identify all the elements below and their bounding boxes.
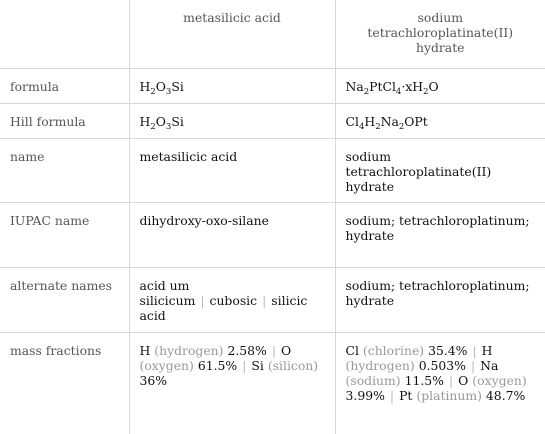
alternate-name: acid um silicicum xyxy=(139,277,196,308)
element-symbol: Pt xyxy=(399,387,413,403)
element-name-text: platinum xyxy=(421,387,478,403)
separator: | xyxy=(448,372,454,388)
alternate-name: silicic acid xyxy=(139,292,308,323)
element-percentage: 35.4% xyxy=(428,342,468,358)
separator: | xyxy=(242,357,247,373)
row-label-hill-formula: Hill formula xyxy=(0,103,129,138)
separator: | xyxy=(470,357,476,373)
alternate-names-row xyxy=(0,267,545,332)
element-name-text: hydrogen xyxy=(350,357,410,373)
separator: | xyxy=(200,292,205,308)
element-name: (silicon) xyxy=(267,357,319,373)
element-name-text: sodium xyxy=(350,372,396,388)
formula-cell-metasilicic-acid xyxy=(129,68,335,103)
element-percentage: 2.58% xyxy=(227,342,267,358)
separator: | xyxy=(271,342,277,358)
formula-symbol: H xyxy=(139,113,151,129)
element-name: (chlorine) xyxy=(362,342,425,358)
alternate-name: cubosic xyxy=(209,292,258,308)
hill-formula-cell-metasilicic-acid xyxy=(129,103,335,138)
hill-formula-row xyxy=(0,103,545,138)
column-header-sodium-tetrachloroplatinate: sodium tetrachloroplatinate(II) hydrate xyxy=(335,0,545,68)
row-label-mass-fractions: mass fractions xyxy=(0,332,129,434)
element-symbol: Si xyxy=(251,357,264,373)
element-name: (oxygen) xyxy=(139,357,194,373)
alternate-names-cell-sodium-tetrachloroplatinate xyxy=(335,267,545,332)
name-row xyxy=(0,138,545,202)
element-name: (platinum) xyxy=(416,387,482,403)
element-name-text: oxygen xyxy=(477,372,522,388)
element-symbol: O xyxy=(281,342,292,358)
formula-symbol: Si xyxy=(171,78,184,94)
formula-symbol: Na xyxy=(380,113,399,129)
formula-subscript: 3 xyxy=(165,121,172,132)
element-symbol: Cl xyxy=(345,342,359,358)
separator: | xyxy=(389,387,395,403)
mass-fractions-row xyxy=(0,332,545,434)
element-name-text: silicon xyxy=(272,357,314,373)
element-percentage: 0.503% xyxy=(418,357,466,373)
element-percentage: 61.5% xyxy=(197,357,238,373)
row-label-name: name xyxy=(0,138,129,202)
row-label-formula: formula xyxy=(0,68,129,103)
iupac-cell-metasilicic-acid: dihydroxy-oxo-silane xyxy=(129,202,335,267)
formula-cell-sodium-tetrachloroplatinate xyxy=(335,68,545,103)
formula-symbol: Si xyxy=(171,113,184,129)
formula-subscript: 4 xyxy=(358,121,365,132)
element-name-text: hydrogen xyxy=(159,342,219,358)
formula-symbol: Na xyxy=(345,78,364,94)
formula-symbol: ·xH xyxy=(401,78,424,94)
element-symbol: Na xyxy=(480,357,499,373)
formula-symbol: O xyxy=(155,113,166,129)
formula-subscript: 2 xyxy=(398,121,405,132)
formula-symbol: O xyxy=(428,78,439,94)
separator: | xyxy=(472,342,477,358)
mass-fractions-cell-metasilicic-acid xyxy=(129,332,335,434)
element-percentage: 11.5% xyxy=(404,372,444,388)
mass-fractions-cell-sodium-tetrachloroplatinate xyxy=(335,332,545,434)
separator: | xyxy=(262,292,267,308)
mass-fraction-item xyxy=(140,343,267,358)
element-name-text: oxygen xyxy=(144,357,190,373)
formula-symbol: OPt xyxy=(404,113,428,129)
alternate-names-cell-metasilicic-acid xyxy=(129,267,335,332)
formula-subscript: 4 xyxy=(395,86,402,97)
formula-symbol: H xyxy=(139,78,151,94)
formula-subscript: 2 xyxy=(150,86,156,97)
element-symbol: H xyxy=(481,342,493,358)
hill-formula-cell-sodium-tetrachloroplatinate xyxy=(335,103,545,138)
formula-symbol: O xyxy=(155,78,166,94)
formula-subscript: 2 xyxy=(150,121,156,132)
element-symbol: H xyxy=(139,342,151,358)
alternate-name: sodium; tetrachloroplatinum; hydrate xyxy=(345,277,530,308)
name-cell-sodium-tetrachloroplatinate: sodium tetrachloroplatinate(II) hydrate xyxy=(335,138,545,202)
formula-subscript: 2 xyxy=(375,121,381,132)
formula-subscript: 2 xyxy=(363,86,370,97)
formula-symbol: Cl xyxy=(345,113,359,129)
header-row xyxy=(0,0,545,68)
element-name: (sodium) xyxy=(345,372,401,388)
element-name: (hydrogen) xyxy=(345,357,415,373)
name-cell-metasilicic-acid: metasilicic acid xyxy=(129,138,335,202)
element-name: (hydrogen) xyxy=(154,342,224,358)
element-percentage: 36% xyxy=(139,372,168,388)
element-name-text: chlorine xyxy=(367,342,420,358)
row-label-iupac-name: IUPAC name xyxy=(0,202,129,267)
header-corner-cell xyxy=(0,0,129,68)
mass-fraction-item xyxy=(346,343,468,358)
row-label-alternate-names: alternate names xyxy=(0,267,129,332)
formula-symbol: H xyxy=(364,113,376,129)
mass-fraction-item xyxy=(399,388,525,403)
formula-subscript: 3 xyxy=(165,86,172,97)
formula-subscript: 2 xyxy=(423,86,429,97)
iupac-cell-sodium-tetrachloroplatinate: sodium; tetrachloroplatinum; hydrate xyxy=(335,202,545,267)
element-name: (oxygen) xyxy=(472,372,527,388)
iupac-name-row xyxy=(0,202,545,267)
column-header-metasilicic-acid: metasilicic acid xyxy=(129,0,335,68)
formula-row xyxy=(0,68,545,103)
formula-symbol: PtCl xyxy=(369,78,396,94)
element-percentage: 48.7% xyxy=(485,387,526,403)
element-percentage: 3.99% xyxy=(345,387,385,403)
element-symbol: O xyxy=(458,372,469,388)
